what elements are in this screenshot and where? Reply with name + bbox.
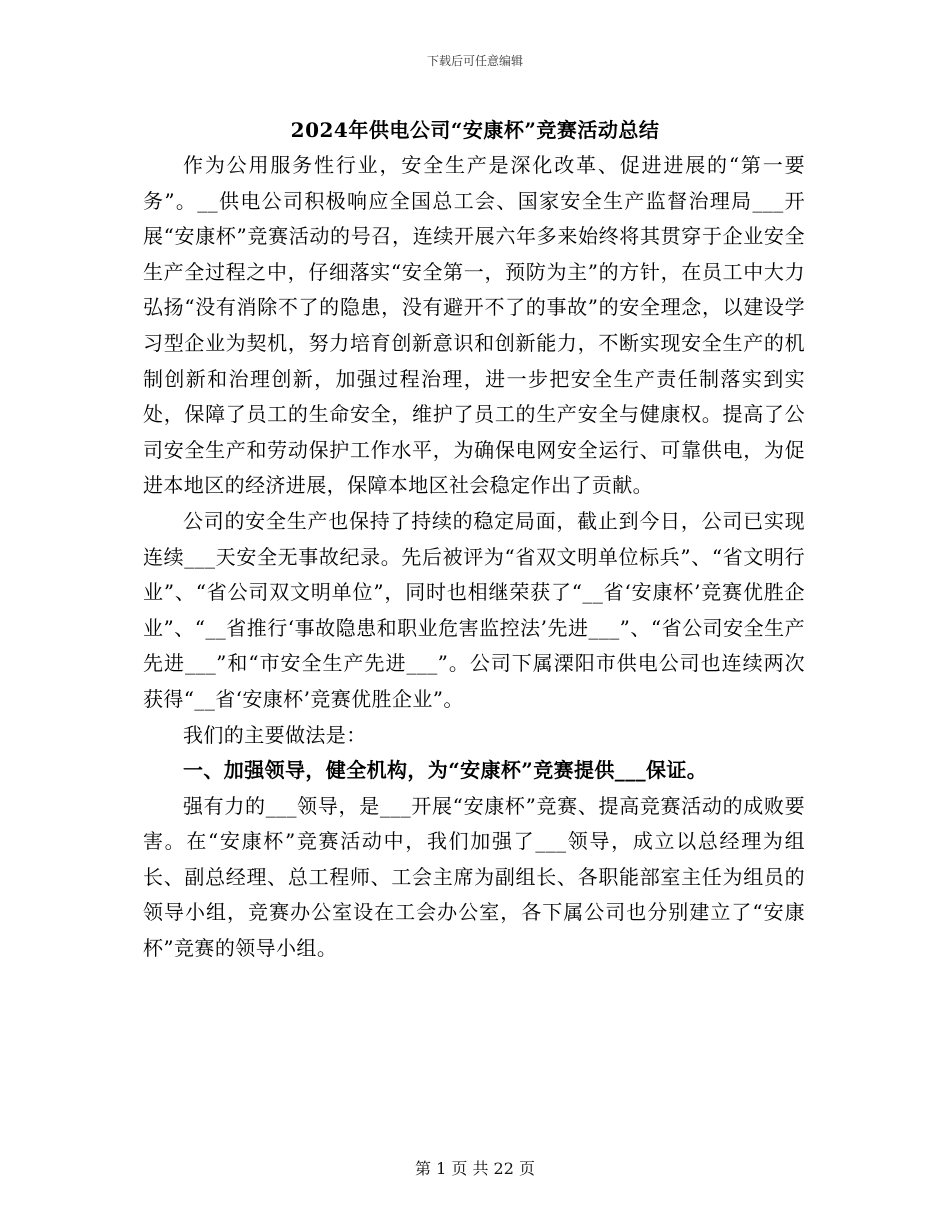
paragraph-achievements: 公司的安全生产也保持了持续的稳定局面，截止到今日，公司已实现连续___天安全无事故纪录。先后被评为“省双文明单位标兵”、“省文明行业”、“省公司双文明单位”，同时也相继荣获了“__省‘安康杯’竞赛优胜企业”、“__省推行‘事故隐患和职业危害监控法’先进___”、“省公司安全生产先进___”和“市安全生产先进___”。公司下属溧阳市供电公司也连续两次获得“__省‘安康杯’竞赛优胜企业”。 bbox=[143, 508, 805, 711]
paragraph-methods-intro: 我们的主要做法是： bbox=[183, 722, 367, 747]
section-heading-1: 一、加强领导，健全机构，为“安康杯”竞赛提供___保证。 bbox=[183, 758, 708, 783]
document-body bbox=[143, 148, 805, 967]
paragraph-leadership: 强有力的___领导，是___开展“安康杯”竞赛、提高竞赛活动的成败要害。在“安康杯”竞赛活动中，我们加强了___领导，成立以总经理为组长、副总经理、总工程师、工会主席为副组长、各职能部室主任为组员的领导小组，竞赛办公室设在工会办公室，各下属公司也分别建立了“安康杯”竞赛的领导小组。 bbox=[143, 793, 805, 961]
paragraph-intro: 作为公用服务性行业，安全生产是深化改革、促进进展的“第一要务”。__供电公司积极响应全国总工会、国家安全生产监督治理局___开展“安康杯”竞赛活动的号召，连续开展六年多来始终将其贯穿于企业安全生产全过程之中，仔细落实“安全第一，预防为主”的方针，在员工中大力弘扬“没有消除不了的隐患，没有避开不了的事故”的安全理念，以建设学习型企业为契机，努力培育创新意识和创新能力，不断实现安全生产的机制创新和治理创新，加强过程治理，进一步把安全生产责任制落实到实处，保障了员工的生命安全，维护了员工的生产安全与健康权。提高了公司安全生产和劳动保护工作水平，为确保电网安全运行、可靠供电，为促进本地区的经济进展，保障本地区社会稳定作出了贡献。 bbox=[143, 153, 805, 498]
page-header: 下载后可任意编辑 bbox=[426, 54, 523, 68]
page-number: 第 1 页 共 22 页 bbox=[415, 1159, 535, 1178]
document-title: 2024年供电公司“安康杯”竞赛活动总结 bbox=[290, 118, 660, 142]
